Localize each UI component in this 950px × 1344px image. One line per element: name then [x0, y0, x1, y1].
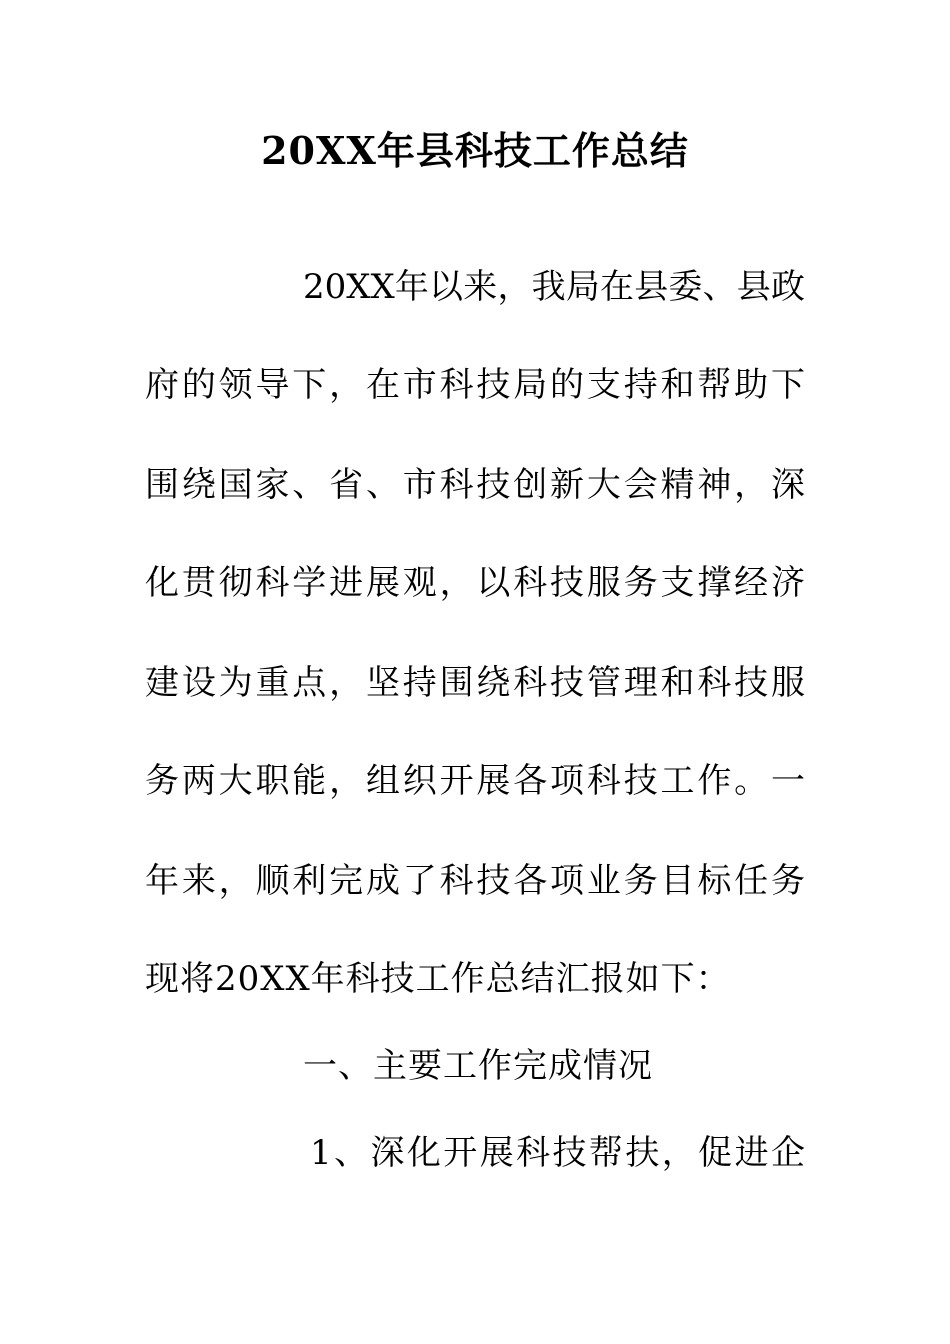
paragraph-line: 务两大职能，组织开展各项科技工作。一	[145, 761, 805, 801]
paragraph-line: 现将20XX年科技工作总结汇报如下：	[145, 959, 731, 999]
paragraph-line: 府的领导下，在市科技局的支持和帮助下	[145, 365, 805, 405]
subsection-line: 1、深化开展科技帮扶，促进企	[310, 1133, 805, 1173]
paragraph-line: 年来，顺利完成了科技各项业务目标任务	[145, 861, 805, 901]
paragraph-line: 围绕国家、省、市科技创新大会精神，深	[145, 465, 805, 505]
paragraph-line: 化贯彻科学进展观，以科技服务支撑经济	[145, 563, 805, 603]
section-heading: 一、主要工作完成情况	[303, 1046, 653, 1086]
paragraph-line: 20XX年以来，我局在县委、县政	[303, 267, 805, 307]
document-title: 20XX年县科技工作总结	[261, 128, 689, 173]
paragraph-line: 建设为重点，坚持围绕科技管理和科技服	[145, 663, 805, 703]
